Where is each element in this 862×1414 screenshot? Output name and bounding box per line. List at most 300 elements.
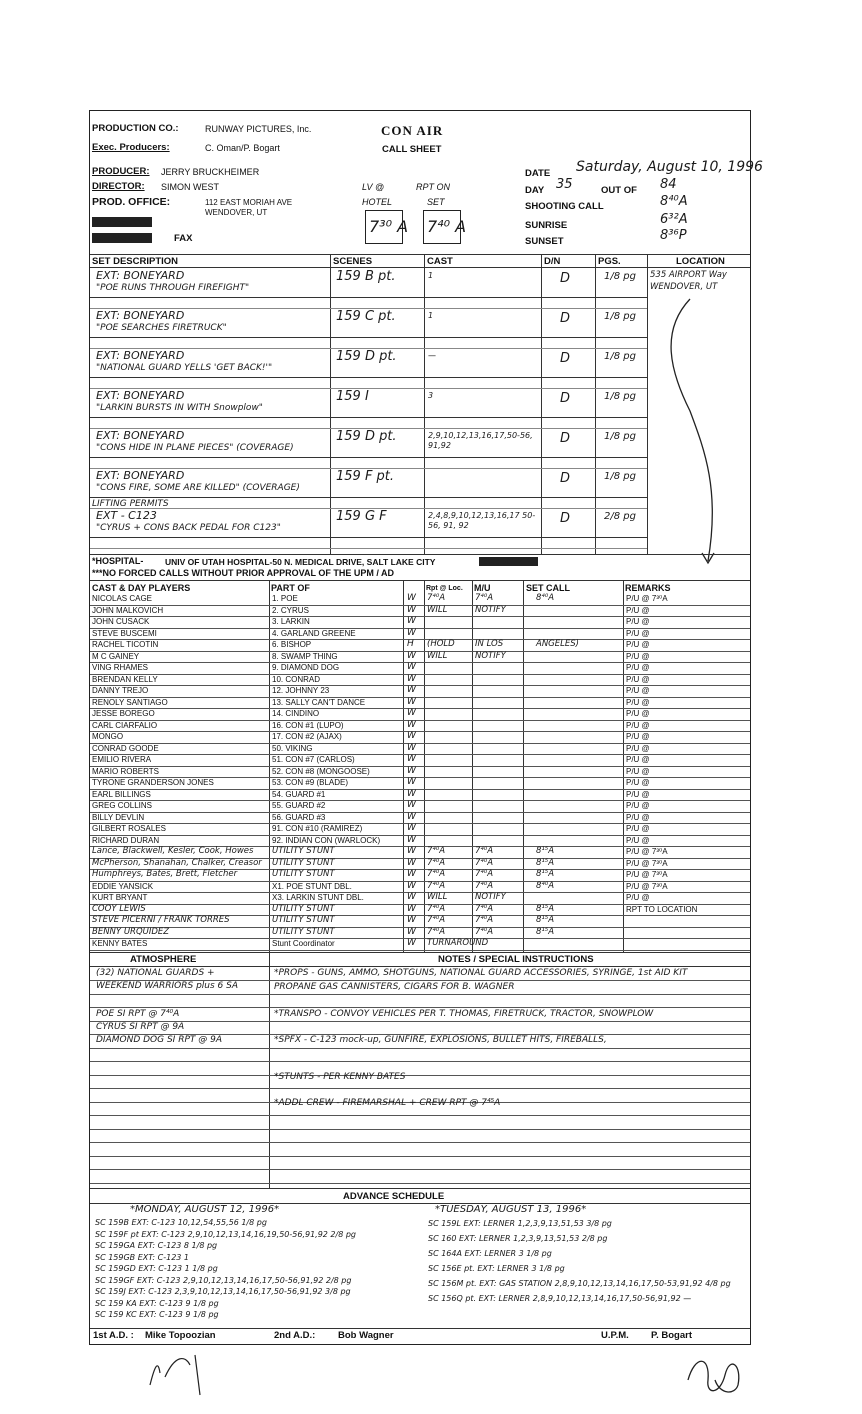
cast-table-top — [90, 580, 750, 581]
cast-remarks: P/U @ 7³⁰A — [626, 858, 668, 868]
cast-part: X3. LARKIN STUNT DBL. — [272, 893, 364, 903]
scene-number: 159 G F — [336, 509, 387, 524]
cast-set-call — [536, 720, 622, 731]
advance-right-line: SC 156Q pt. EXT: LERNER 2,8,9,10,12,13,14,16,17,50-56,91,92 — — [428, 1294, 692, 1303]
cast-makeup — [475, 812, 522, 823]
scene-row-line — [90, 297, 647, 298]
upm: P. Bogart — [651, 1330, 693, 1341]
cast-actor: RICHARD DURAN — [92, 835, 160, 845]
cast-remarks: P/U @ 7³⁰A — [626, 881, 668, 891]
atmosphere-divider — [269, 952, 270, 1188]
phone-redacted-2: 801-665-0700 — [94, 233, 151, 243]
cast-status: W — [407, 915, 416, 926]
cast-actor: JOHN MALKOVICH — [92, 605, 164, 615]
cast-makeup — [475, 766, 522, 777]
cast-part: X1. POE STUNT DBL. — [272, 881, 352, 891]
cast-status: W — [407, 938, 416, 949]
scene-description: "LARKIN BURSTS IN WITH Snowplow" — [96, 403, 263, 413]
cast-set-call — [536, 823, 622, 834]
cast-rpt-loc: 7⁴⁰A — [427, 593, 446, 603]
scene-pages: 1/8 pg — [604, 271, 636, 282]
note-rule — [90, 1048, 750, 1049]
cast-makeup: 7⁴⁰A — [475, 846, 494, 857]
location-arrow — [650, 291, 750, 571]
cast-remarks: P/U @ — [626, 697, 650, 707]
cast-status: W — [407, 604, 416, 615]
cast-status: W — [407, 892, 416, 903]
sunset-value: 8³⁶P — [660, 228, 687, 243]
location-value: 535 AIRPORT Way WENDOVER, UT — [650, 270, 727, 292]
lv-label: LV @ — [362, 182, 385, 192]
cast-part: UTILITY STUNT — [272, 869, 335, 880]
cast-part: 56. GUARD #3 — [272, 812, 326, 822]
note-line: PROPANE GAS CANNISTERS, CIGARS FOR B. WAGNER — [274, 982, 515, 992]
advance-left-line: SC 159B EXT: C-123 10,12,54,55,56 1/8 pg — [95, 1218, 267, 1227]
hdr-mu: M/U — [474, 583, 491, 593]
cast-status: W — [407, 662, 416, 673]
set-time-box — [423, 210, 467, 244]
cast-remarks: P/U @ — [626, 617, 650, 627]
atmosphere-top-line — [90, 952, 750, 953]
sunrise-value: 6³²A — [660, 212, 688, 227]
note-line: *SPFX - C-123 mock-up, GUNFIRE, EXPLOSIONS, BULLET HITS, FIREBALLS, — [274, 1035, 607, 1045]
col-div-pgs — [595, 254, 596, 554]
hdr-pgs: PGS. — [598, 256, 621, 267]
scene-dn: D — [560, 511, 571, 526]
cast-rpt-loc: 7⁴⁰A — [427, 880, 446, 891]
cast-rpt-loc — [427, 720, 473, 731]
cast-actor: Humphreys, Bates, Brett, Fletcher — [92, 869, 238, 880]
cast-status: W — [407, 880, 416, 891]
advance-left-line: SC 159GB EXT: C-123 1 — [95, 1252, 190, 1262]
cast-remarks: P/U @ — [626, 824, 650, 834]
col-div-scenes — [330, 254, 331, 554]
scene-dn: D — [560, 391, 571, 406]
cast-actor: Lance, Blackwell, Kesler, Cook, Howes — [92, 846, 254, 857]
scene-pages: 2/8 pg — [604, 511, 636, 522]
scene-set: EXT: BONEYARD — [96, 469, 185, 482]
sunrise-label: SUNRISE — [525, 220, 568, 231]
cast-actor: NICOLAS CAGE — [92, 594, 153, 603]
note-rule — [90, 1075, 750, 1076]
scene-description: "NATIONAL GUARD YELLS 'GET BACK!'" — [96, 363, 273, 373]
cast-makeup — [475, 616, 522, 627]
scene-header-line — [90, 267, 750, 268]
note-line: *ADDL CREW - FIREMARSHAL + CREW RPT @ 7⁴⁵A — [274, 1098, 501, 1108]
hdr-location: LOCATION — [676, 256, 725, 267]
cast-makeup: 7⁴⁰A — [475, 915, 494, 926]
cast-status: W — [407, 708, 416, 719]
cast-part: 51. CON #7 (CARLOS) — [272, 755, 355, 765]
director-label: DIRECTOR: — [92, 181, 145, 192]
cast-status: W — [407, 685, 416, 696]
hdr-dn: D/N — [544, 256, 561, 267]
second-ad: Bob Wagner — [338, 1330, 394, 1341]
scene-number: 159 I — [336, 389, 369, 404]
cast-set-call — [536, 812, 622, 823]
cast-status: W — [407, 593, 416, 603]
note-rule — [90, 1142, 750, 1143]
scene-cast: 2,4,8,9,10,12,13,16,17 50-56, 91, 92 — [428, 511, 536, 530]
cast-set-call: 8¹⁵A — [536, 926, 555, 937]
date-label: DATE — [525, 168, 551, 179]
cast-set-call — [536, 789, 622, 800]
cast-actor: BILLY DEVLIN — [92, 812, 145, 822]
cast-part: UTILITY STUNT — [272, 857, 335, 868]
cast-rpt-loc — [427, 800, 473, 811]
cast-remarks: RPT TO LOCATION — [626, 904, 698, 914]
scene-row-line — [90, 417, 647, 418]
cast-rpt-loc: 7⁴⁰A — [427, 903, 446, 914]
scene-row-line — [90, 377, 647, 378]
cast-makeup: NOTIFY — [475, 604, 506, 615]
hdr-set-call: SET CALL — [526, 583, 570, 593]
cast-status: W — [407, 650, 416, 661]
cast-status: W — [407, 731, 416, 742]
cast-set-call — [536, 616, 622, 627]
cast-status: W — [407, 754, 416, 765]
cast-rpt-loc — [427, 835, 473, 846]
atmosphere-line: WEEKEND WARRIORS plus 6 SA — [96, 981, 238, 991]
cast-rows — [90, 593, 750, 950]
cast-set-call — [536, 766, 622, 777]
call-sheet — [89, 110, 763, 1345]
cast-remarks: P/U @ — [626, 732, 650, 742]
advance-right-line: SC 164A EXT: LERNER 3 1/8 pg — [428, 1249, 552, 1258]
cast-remarks: P/U @ — [626, 686, 650, 696]
scene-row-line — [90, 537, 647, 538]
cast-set-call — [536, 800, 622, 811]
cast-status: W — [407, 719, 416, 730]
advance-right-line: SC 156E pt. EXT: LERNER 3 1/8 pg — [428, 1264, 565, 1273]
scene-cast: 2,9,10,12,13,16,17,50-56, 91,92 — [428, 431, 533, 450]
prod-office-line1: 112 EAST MORIAH AVE — [205, 198, 293, 207]
cast-rpt-loc: WILL — [427, 892, 448, 903]
cast-rpt-loc — [427, 812, 473, 823]
advance-left-line: SC 159F pt EXT: C-123 2,9,10,12,13,14,16,19,50-56,91,92 2/8 pg — [95, 1229, 356, 1239]
hdr-cast: CAST — [427, 256, 453, 267]
cast-part: 8. SWAMP THING — [272, 651, 338, 661]
scene-row-line — [90, 337, 647, 338]
cast-part: 50. VIKING — [272, 743, 313, 753]
note-rule — [90, 1115, 750, 1116]
first-ad: Mike Topoozian — [145, 1330, 216, 1341]
cast-set-call — [536, 708, 622, 719]
scene-number: 159 D pt. — [336, 349, 397, 364]
cast-set-call — [536, 628, 622, 639]
scene-description: "POE SEARCHES FIRETRUCK" — [96, 323, 227, 333]
cast-actor: McPherson, Shanahan, Chalker, Creasor — [92, 857, 262, 868]
cast-set-call: 8¹⁵A — [536, 915, 555, 926]
initials-mark-right — [680, 1350, 750, 1400]
cast-makeup — [475, 789, 522, 800]
advance-left-line: SC 159GF EXT: C-123 2,9,10,12,13,14,16,17,50-56,91,92 2/8 pg — [95, 1275, 352, 1285]
cast-remarks: P/U @ — [626, 812, 650, 822]
call-sheet-title: CALL SHEET — [382, 144, 442, 155]
hospital-text: UNIV OF UTAH HOSPITAL-50 N. MEDICAL DRIVE, SALT LAKE CITY — [165, 557, 436, 567]
advance-left-line: SC 159GA EXT: C-123 8 1/8 pg — [95, 1241, 218, 1250]
cast-status: W — [407, 765, 416, 776]
hospital-phone-redacted: (801) 581-2121 — [481, 557, 536, 566]
cast-status: W — [407, 696, 416, 707]
cast-part: 6. BISHOP — [272, 640, 312, 650]
cast-set-call — [536, 662, 622, 673]
cast-actor: STEVE BUSCEMI — [92, 628, 157, 638]
cast-set-call: 8⁴⁰A — [536, 880, 555, 891]
cast-makeup — [475, 720, 522, 731]
cast-rpt-loc: 7⁴⁰A — [427, 915, 446, 926]
cast-makeup: NOTIFY — [475, 650, 506, 661]
cast-part: 16. CON #1 (LUPO) — [272, 720, 344, 730]
scene-set: EXT: BONEYARD — [96, 429, 185, 442]
col-div-dn — [541, 254, 542, 554]
cast-part: UTILITY STUNT — [272, 926, 335, 937]
cast-actor: M C GAINEY — [92, 651, 140, 661]
cast-part: 17. CON #2 (AJAX) — [272, 732, 342, 742]
cast-rpt-loc — [427, 789, 473, 800]
cast-makeup — [475, 731, 522, 742]
note-rule — [90, 994, 750, 995]
scene-set: EXT: BONEYARD — [96, 349, 185, 362]
scene-dn: D — [560, 351, 571, 366]
cast-status: W — [407, 869, 416, 880]
cast-part: 10. CONRAD — [272, 674, 321, 684]
scene-cast: 1 — [428, 311, 434, 320]
cast-actor: MARIO ROBERTS — [92, 766, 159, 776]
atmosphere-line: POE SI RPT @ 7⁴⁰A — [96, 1009, 180, 1019]
cast-remarks: P/U @ 7³⁰A — [626, 594, 668, 603]
footer-line — [90, 1328, 750, 1329]
cast-part: 2. CYRUS — [272, 605, 309, 615]
cast-set-call — [536, 777, 622, 788]
hotel-time: 7³⁰ A — [369, 217, 409, 236]
cast-status: W — [407, 823, 416, 834]
out-of-label: OUT OF — [601, 185, 637, 196]
cast-remarks: P/U @ — [626, 789, 650, 799]
cast-part: 1. POE — [272, 594, 298, 603]
scene-number: 159 B pt. — [336, 269, 396, 284]
cast-status: W — [407, 788, 416, 799]
cast-part: 91. CON #10 (RAMIREZ) — [272, 824, 363, 834]
cast-rpt-loc — [427, 685, 473, 696]
cast-rpt-loc: 7⁴⁰A — [427, 926, 446, 937]
scene-description: "CYRUS + CONS BACK PEDAL FOR C123" — [96, 523, 281, 533]
cast-rpt-loc — [427, 743, 473, 754]
cast-actor: GILBERT ROSALES — [92, 824, 166, 834]
cast-actor: JESSE BOREGO — [92, 709, 155, 719]
cast-makeup — [475, 674, 522, 685]
cast-makeup — [475, 823, 522, 834]
cast-status: H — [407, 639, 414, 650]
note-rule — [90, 1169, 750, 1170]
cast-makeup — [475, 835, 522, 846]
lifting-permits: LIFTING PERMITS — [92, 499, 169, 509]
advance-left-line: SC 159GD EXT: C-123 1 1/8 pg — [95, 1264, 218, 1273]
cast-makeup: 7⁴⁰A — [475, 926, 494, 937]
cast-makeup — [475, 685, 522, 696]
scene-set: EXT: BONEYARD — [96, 309, 185, 322]
cast-remarks: P/U @ — [626, 801, 650, 811]
shooting-call-value: 8⁴⁰A — [660, 194, 688, 209]
scene-pages: 1/8 pg — [604, 391, 636, 402]
scene-pages: 1/8 pg — [604, 351, 636, 362]
cast-makeup — [475, 628, 522, 639]
scene-number: 159 F pt. — [336, 469, 395, 484]
scene-dn: D — [560, 271, 571, 286]
scene-description: "POE RUNS THROUGH FIREFIGHT" — [96, 283, 250, 293]
cast-remarks — [626, 938, 748, 949]
cast-status: W — [407, 616, 416, 627]
cast-status: W — [407, 800, 416, 811]
note-line: *STUNTS - PER KENNY BATES — [274, 1072, 406, 1082]
cast-set-call — [536, 835, 622, 846]
cast-part: 55. GUARD #2 — [272, 801, 326, 811]
cast-set-call — [536, 938, 622, 949]
cast-set-call — [536, 674, 622, 685]
cast-actor: BENNY URQUIDEZ — [92, 926, 170, 937]
day-label: DAY — [525, 185, 545, 196]
first-ad-label: 1st A.D. : — [93, 1330, 134, 1341]
producer: JERRY BRUCKHEIMER — [161, 167, 260, 177]
cast-part: UTILITY STUNT — [272, 903, 335, 914]
cast-makeup — [475, 662, 522, 673]
hospital-top-line — [90, 554, 750, 555]
cast-actor: KURT BRYANT — [92, 893, 148, 903]
cast-makeup — [475, 743, 522, 754]
cast-status: W — [407, 811, 416, 822]
cast-rpt-loc: 7⁴⁰A — [427, 846, 446, 857]
atmosphere-header-line — [90, 966, 750, 967]
cast-actor: EARL BILLINGS — [92, 789, 151, 799]
cast-part: UTILITY STUNT — [272, 846, 335, 857]
cast-rpt-loc — [427, 616, 473, 627]
set-label: SET — [427, 197, 445, 207]
cast-part: Stunt Coordinator — [272, 939, 335, 949]
cast-set-call: 8¹⁵A — [536, 903, 555, 914]
cast-actor: STEVE PICERNI / FRANK TORRES — [92, 915, 230, 926]
cast-actor: CONRAD GOODE — [92, 743, 159, 753]
exec-producers: C. Oman/P. Bogart — [205, 143, 280, 153]
cast-part: 14. CINDINO — [272, 709, 320, 719]
scene-cast: 3 — [428, 391, 434, 400]
cast-actor: GREG COLLINS — [92, 801, 153, 811]
atmosphere-line: (32) NATIONAL GUARDS + — [96, 968, 215, 978]
cast-remarks: P/U @ — [626, 778, 650, 788]
advance-label: ADVANCE SCHEDULE — [343, 1191, 445, 1202]
hdr-scenes: SCENES — [333, 256, 373, 267]
cast-part: UTILITY STUNT — [272, 915, 335, 926]
hdr-part-of: PART OF — [271, 583, 310, 593]
cast-status: W — [407, 926, 416, 937]
hdr-cast-day-players: CAST & DAY PLAYERS — [92, 583, 191, 593]
cast-remarks: P/U @ — [626, 640, 650, 650]
cast-status: W — [407, 777, 416, 788]
cast-status: W — [407, 834, 416, 845]
atmosphere-line: DIAMOND DOG SI RPT @ 9A — [96, 1035, 222, 1045]
cast-rpt-loc: 7⁴⁰A — [427, 857, 446, 868]
scene-description: "CONS HIDE IN PLANE PIECES" (COVERAGE) — [96, 443, 294, 453]
cast-rpt-loc: (HOLD — [427, 639, 455, 650]
cast-actor: KENNY BATES — [92, 939, 148, 949]
cast-makeup — [475, 708, 522, 719]
shooting-call-label: SHOOTING CALL — [525, 201, 604, 212]
note-rule — [90, 1061, 750, 1062]
cast-remarks: P/U @ — [626, 766, 650, 776]
cast-status: W — [407, 846, 416, 857]
production-co-label: PRODUCTION CO.: — [92, 123, 179, 134]
cast-part: 52. CON #8 (MONGOOSE) — [272, 766, 370, 776]
cast-rpt-loc: TURNAROUND — [427, 938, 489, 949]
cast-actor: JOHN CUSACK — [92, 617, 150, 627]
cast-rpt-loc: WILL — [427, 604, 448, 615]
cast-rpt-loc — [427, 674, 473, 685]
scene-pages: 1/8 pg — [604, 311, 636, 322]
film-title: CON AIR — [381, 123, 444, 138]
cast-rpt-loc — [427, 766, 473, 777]
director: SIMON WEST — [161, 182, 219, 192]
cast-remarks: P/U @ 7³⁰A — [626, 870, 668, 880]
hdr-remarks: REMARKS — [625, 583, 671, 593]
note-rule — [90, 1156, 750, 1157]
hdr-rpt-loc: Rpt @ Loc. — [426, 585, 463, 592]
scene-description: "CONS FIRE, SOME ARE KILLED" (COVERAGE) — [96, 483, 300, 493]
cast-set-call: ANGELES) — [536, 639, 579, 650]
cast-rpt-loc — [427, 697, 473, 708]
cast-set-call: 8¹⁵A — [536, 857, 555, 868]
note-rule — [90, 1129, 750, 1130]
cast-actor: RENOLY SANTIAGO — [92, 697, 168, 707]
forced-calls-notice: ***NO FORCED CALLS WITHOUT PRIOR APPROVAL OF THE UPM / AD — [92, 568, 395, 578]
cast-set-call — [536, 754, 622, 765]
prod-office-line2: WENDOVER, UT — [205, 208, 268, 217]
cast-makeup: 7⁴⁰A — [475, 857, 494, 868]
col-div-cast — [424, 254, 425, 554]
day-number: 35 — [556, 177, 573, 192]
cast-row — [90, 938, 750, 951]
note-rule — [90, 1007, 750, 1008]
cast-set-call — [536, 743, 622, 754]
cast-actor: TYRONE GRANDERSON JONES — [92, 778, 214, 788]
scene-set: EXT - C123 — [96, 509, 157, 522]
cast-rpt-loc: 7⁴⁰A — [427, 869, 446, 880]
advance-right-line: SC 160 EXT: LERNER 1,2,3,9,13,51,53 2/8 pg — [428, 1234, 608, 1243]
cast-set-call — [536, 892, 622, 903]
cast-remarks — [626, 927, 748, 938]
cast-remarks: P/U @ — [626, 893, 650, 903]
scene-set: EXT: BONEYARD — [96, 269, 185, 282]
cast-remarks: P/U @ — [626, 605, 650, 615]
note-rule — [90, 1183, 750, 1184]
cast-remarks: P/U @ — [626, 663, 650, 673]
prod-office-label: PROD. OFFICE: — [92, 196, 171, 208]
cast-part: 53. CON #9 (BLADE) — [272, 778, 349, 788]
cast-makeup — [475, 938, 522, 949]
cast-makeup — [475, 800, 522, 811]
advance-left-line: SC 159 KC EXT: C-123 9 1/8 pg — [95, 1310, 219, 1319]
scene-dn: D — [560, 311, 571, 326]
hotel-label: HOTEL — [362, 197, 393, 207]
cast-remarks: P/U @ — [626, 709, 650, 719]
note-line: *TRANSPO - CONVOY VEHICLES PER T. THOMAS, FIRETRUCK, TRACTOR, SNOWPLOW — [274, 1009, 654, 1019]
cast-remarks — [626, 915, 748, 926]
scene-pages: 1/8 pg — [604, 431, 636, 442]
scene-row-line — [90, 497, 647, 498]
phone-redacted-1: 801/665-0000 — [94, 217, 150, 227]
cast-rpt-loc — [427, 731, 473, 742]
cast-makeup: 7⁴⁰A — [475, 903, 494, 914]
cast-actor: VING RHAMES — [92, 663, 149, 673]
scene-row-sep — [90, 548, 647, 549]
